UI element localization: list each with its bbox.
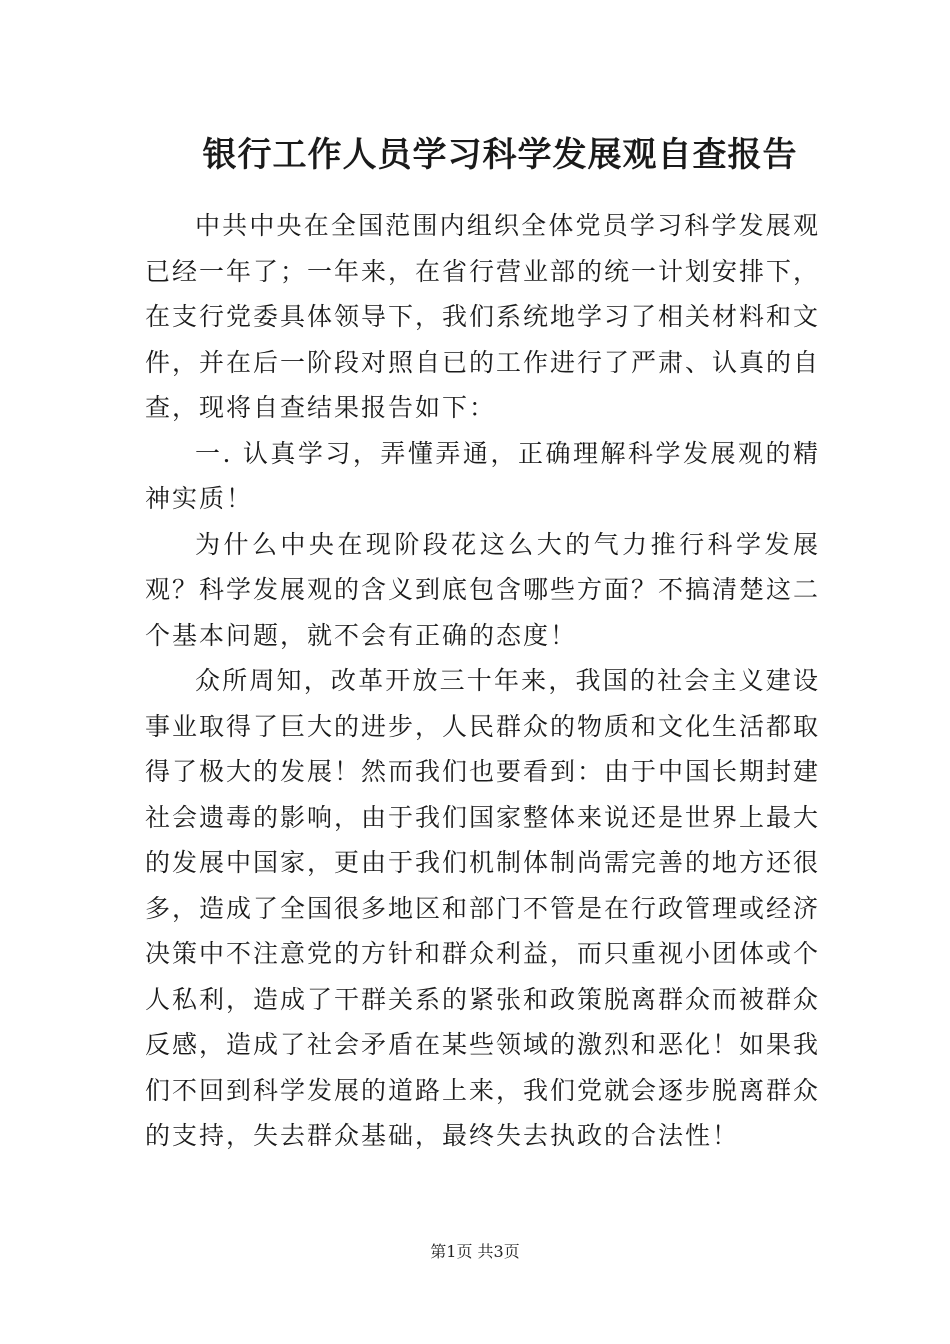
paragraph-questions: 为什么中央在现阶段花这么大的气力推行科学发展观？科学发展观的含义到底包含哪些方面？不搞清楚这二个基本问题，就不会有正确的态度！ — [145, 529, 821, 650]
page-number-footer: 第1页 共3页 — [430, 1242, 520, 1261]
document-title: 银行工作人员学习科学发展观自查报告 — [202, 135, 798, 175]
paragraph-intro: 中共中央在全国范围内组织全体党员学习科学发展观已经一年了；一年来，在省行营业部的统一计划安排下，在支行党委具体领导下，我们系统地学习了相关材料和文件，并在后一阶段对照自已的工作进行了严肃、认真的自查，现将自查结果报告如下： — [145, 211, 821, 422]
paragraph-background: 众所周知，改革开放三十年来，我国的社会主义建设事业取得了巨大的进步，人民群众的物质和文化生活都取得了极大的发展！然而我们也要看到：由于中国长期封建社会遗毒的影响，由于我们国家整体来说还是世界上最大的发展中国家，更由于我们机制体制尚需完善的地方还很多，造成了全国很多地区和部门不管是在行政管理或经济决策中不注意党的方针和群众利益，而只重视小团体或个人私利，造成了干群关系的紧张和政策脱离群众而被群众反感，造成了社会矛盾在某些领域的激烈和恶化！如果我们不回到科学发展的道路上来，我们党就会逐步脱离群众的支持，失去群众基础，最终失去执政的合法性！ — [145, 666, 821, 1150]
paragraph-section-heading: 一. 认真学习，弄懂弄通，正确理解科学发展观的精神实质！ — [145, 438, 820, 513]
document-body — [145, 203, 820, 1159]
